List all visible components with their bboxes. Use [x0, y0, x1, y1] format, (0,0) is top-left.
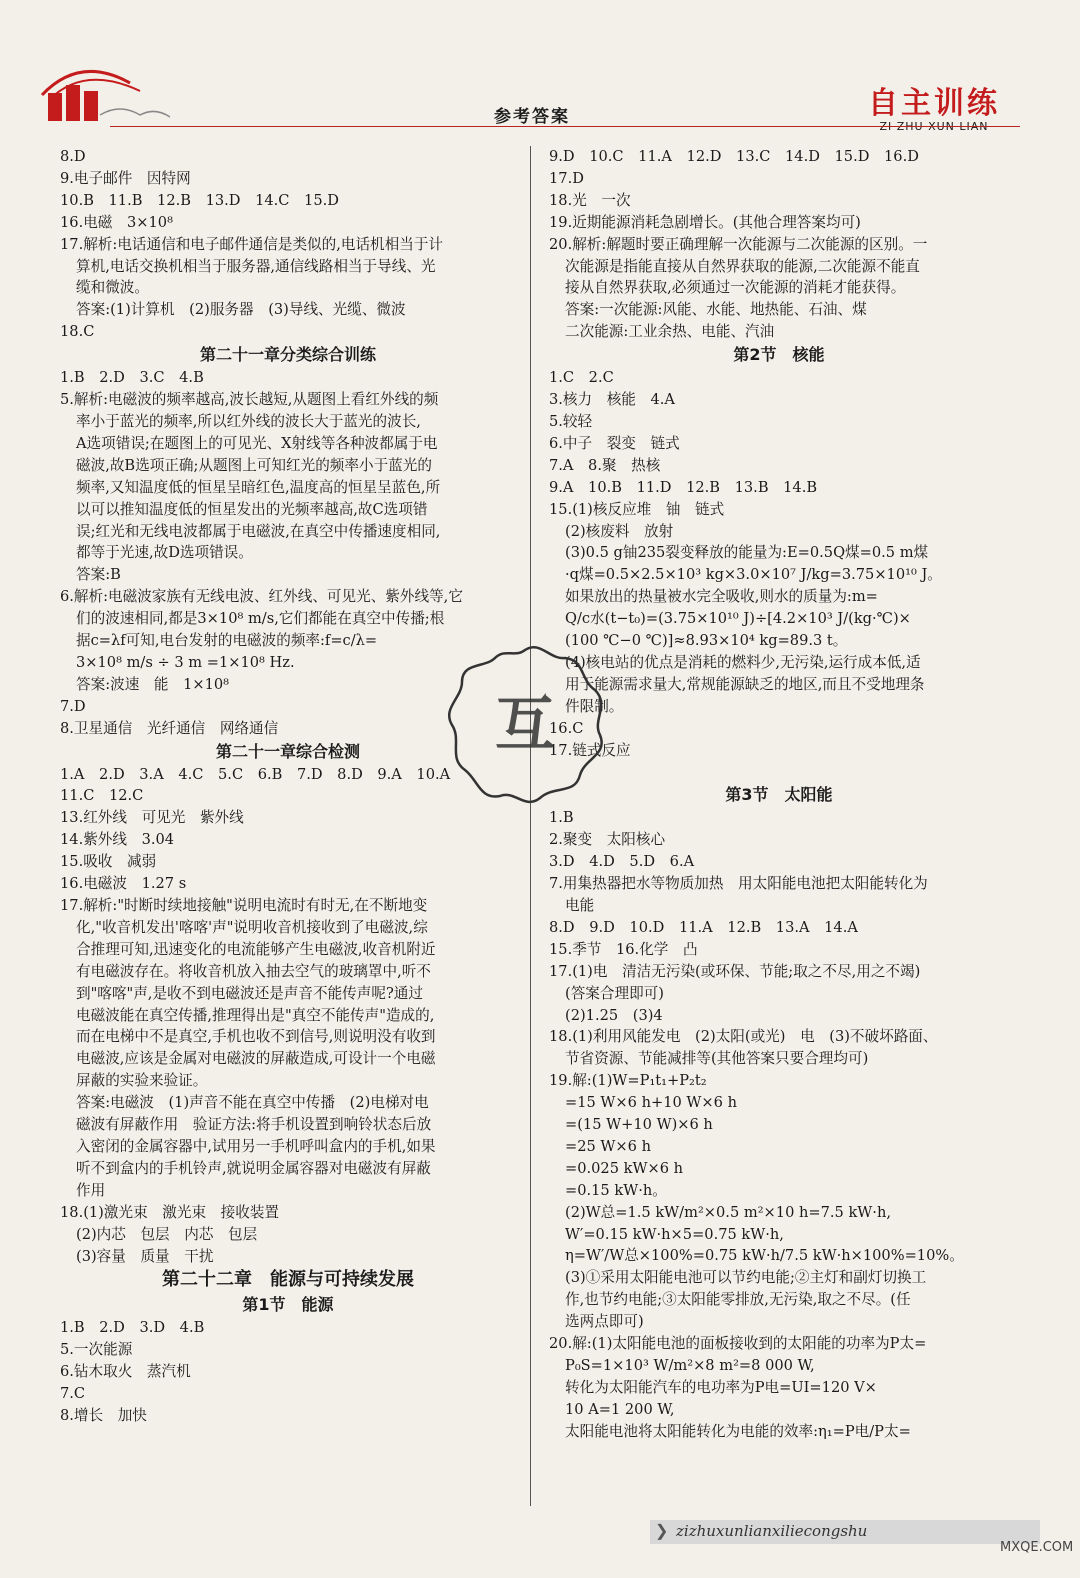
answer-line: A选项错误;在题图上的可见光、X射线等各种波都属于电 [76, 434, 438, 452]
brand-name: 自主训练 [868, 86, 1000, 121]
section-heading: 第1节 能源 [242, 1295, 334, 1315]
answer-line: 如果放出的热量被水完全吸收,则水的质量为:m= [565, 588, 878, 606]
answer-line: (2)1.25 (3)4 [565, 1006, 663, 1024]
answer-line: (4)核电站的优点是消耗的燃料少,无污染,运行成本低,适 [565, 653, 921, 671]
answer-line: 电磁波能在真空传播,推理得出是"真空不能传声"造成的, [76, 1006, 435, 1024]
header-rule [110, 126, 1020, 127]
answer-line: 到"喀喀"声,是收不到电磁波还是声音不能传声呢?通过 [76, 984, 423, 1002]
answer-line [549, 761, 1009, 783]
answer-line: 6.中子 裂变 链式 [549, 434, 680, 452]
answer-line: 7.D [60, 697, 86, 715]
answer-line: 6.钻木取火 蒸汽机 [60, 1363, 191, 1381]
answer-line: 9.A 10.B 11.D 12.B 13.B 14.B [549, 478, 818, 496]
answer-line: 入密闭的金属容器中,试用另一手机呼叫盒内的手机,如果 [76, 1137, 436, 1155]
brand [868, 78, 1000, 133]
section-heading: 第3节 太阳能 [725, 785, 833, 805]
answer-line: 14.紫外线 3.04 [60, 831, 175, 849]
answer-line: (2)核废料 放射 [565, 522, 674, 540]
answer-line: 答案:(1)计算机 (2)服务器 (3)导线、光缆、微波 [76, 301, 406, 319]
brand-pinyin: ZI ZHU XUN LIAN [879, 120, 989, 133]
answer-line: 17.链式反应 [549, 741, 631, 759]
answer-line: (100 ℃−0 ℃)]≈8.93×10⁴ kg=89.3 t。 [565, 632, 848, 650]
svg-text:互: 互 [495, 690, 555, 760]
answer-line: P₀S=1×10³ W/m²×8 m²=8 000 W, [565, 1357, 815, 1375]
series-name: zizhuxunlianxiliecongshu [676, 1522, 868, 1540]
answer-line: 2.聚变 太阳核心 [549, 831, 666, 849]
answer-line: 3×10⁸ m/s ÷ 3 m =1×10⁸ Hz. [76, 653, 295, 671]
answer-line: 1.A 2.D 3.A 4.C 5.C 6.B 7.D 8.D 9.A 10.A [60, 765, 451, 783]
answer-line: 19.解:(1)W=P₁t₁+P₂t₂ [549, 1072, 707, 1090]
column-divider [530, 146, 531, 1506]
answer-line: 1.B 2.D 3.D 4.B [60, 1319, 205, 1337]
answer-line: (2)W总=1.5 kW/m²×0.5 m²×10 h=7.5 kW·h, [565, 1203, 891, 1221]
answer-line: 1.C 2.C [549, 369, 614, 387]
answer-line: (答案合理即可) [565, 984, 664, 1002]
answer-line: 电能 [565, 896, 595, 914]
page-title: 参考答案 [494, 107, 570, 127]
answer-line: 5.较轻 [549, 412, 593, 430]
answer-line: 8.卫星通信 光纤通信 网络通信 [60, 719, 279, 737]
answer-line: 次能源是指能直接从自然界获取的能源,二次能源不能直 [565, 257, 920, 275]
answer-line: 15.季节 16.化学 凸 [549, 940, 698, 958]
answer-line: 5.一次能源 [60, 1341, 133, 1359]
answer-line: =(15 W+10 W)×6 h [565, 1116, 713, 1134]
answer-line: 有电磁波存在。将收音机放入抽去空气的玻璃罩中,听不 [76, 962, 431, 980]
answer-line: 误;红光和无线电波都属于电磁波,在真空中传播速度相同, [76, 522, 441, 540]
answer-line: 8.增长 加快 [60, 1407, 147, 1425]
answer-line: 用于能源需求量大,常规能源缺乏的地区,而且不受地理条 [565, 675, 925, 693]
answer-line: =0.025 kW×6 h [565, 1159, 684, 1177]
answer-line: 节省资源、节能减排等(其他答案只要合理均可) [565, 1050, 869, 1068]
answer-line: 以可以推知温度低的恒星发出的光频率越高,故C选项错 [76, 500, 428, 518]
answer-line: ·q煤=0.5×2.5×10³ kg×3.0×10⁷ J/kg=3.75×10¹⁰ J。 [565, 566, 942, 584]
answer-line: 7.A 8.聚 热核 [549, 456, 661, 474]
answer-line: 电磁波,应该是金属对电磁波的屏蔽造成,可设计一个电磁 [76, 1050, 436, 1068]
answer-line: 19.近期能源消耗急剧增长。(其他合理答案均可) [549, 213, 861, 231]
answer-line: 率小于蓝光的频率,所以红外线的波长大于蓝光的波长, [76, 412, 421, 430]
seal-stamp [440, 640, 610, 810]
answer-line: 合推理可知,迅速变化的电流能够产生电磁波,收音机附近 [76, 940, 436, 958]
answer-line: 件限制。 [565, 697, 624, 715]
answer-line: 转化为太阳能汽车的电功率为P电=UI=120 V× [565, 1378, 877, 1396]
answer-line: 10 A=1 200 W, [565, 1400, 675, 1418]
answer-line: 17.解析:"时断时续地接触"说明电流时有时无,在不断地变 [60, 897, 428, 914]
answer-line: 17.解析:电话通信和电子邮件通信是类似的,电话机相当于计 [60, 235, 444, 253]
answer-line: 作用 [76, 1181, 106, 1199]
answer-line: 3.D 4.D 5.D 6.A [549, 853, 695, 871]
answer-line: =0.15 kW·h。 [565, 1181, 667, 1199]
answer-line: 答案:B [76, 566, 121, 584]
answer-line: (3)容量 质量 干扰 [76, 1247, 214, 1265]
answer-line: 1.B [549, 809, 574, 827]
answer-line: 缆和微波。 [76, 279, 149, 297]
answer-line: 18.(1)激光束 激光束 接收装置 [60, 1203, 280, 1221]
answer-line: 屏蔽的实验来验证。 [76, 1072, 208, 1090]
section-heading: 第二十一章综合检测 [215, 741, 360, 761]
answer-line: 算机,电话交换机相当于服务器,通信线路相当于导线、光 [76, 257, 436, 275]
answer-line: 18.(1)利用风能发电 (2)太阳(或光) 电 (3)不破坏路面、 [549, 1028, 938, 1046]
section-heading: 第二十一章分类综合训练 [199, 345, 376, 365]
answer-line: 答案:一次能源:风能、水能、地热能、石油、煤 [565, 301, 867, 319]
answer-line: W′=0.15 kW·h×5=0.75 kW·h, [565, 1225, 784, 1243]
right-column [549, 146, 1009, 1443]
answer-line: 听不到盒内的手机铃声,就说明金属容器对电磁波有屏蔽 [76, 1159, 431, 1177]
answer-line: 16.电磁波 1.27 s [60, 875, 187, 893]
answer-line: 答案:波速 能 1×10⁸ [76, 675, 230, 693]
answer-line: 磁波,故B选项正确;从题图上可知红光的频率小于蓝光的 [76, 456, 432, 474]
answer-line: 16.电磁 3×10⁸ [60, 213, 173, 231]
answer-line: 接从自然界获取,必须通过一次能源的消耗才能获得。 [565, 279, 906, 297]
answer-line: (2)内芯 包层 内芯 包层 [76, 1225, 258, 1243]
answer-line: 们的波速相同,都是3×10⁸ m/s,它们都能在真空中传播;根 [76, 610, 445, 628]
answer-line: 1.B 2.D 3.C 4.B [60, 369, 204, 387]
chevron-right-icon: ❯ [655, 1521, 669, 1540]
answer-line: 17.(1)电 清洁无污染(或环保、节能;取之不尽,用之不竭) [549, 962, 921, 980]
section-heading: 第二十二章 能源与可持续发展 [162, 1269, 414, 1291]
answer-line: 20.解析:解题时要正确理解一次能源与二次能源的区别。一 [549, 235, 928, 253]
answer-line: η=W′/W总×100%=0.75 kW·h/7.5 kW·h×100%=10%。 [565, 1247, 964, 1265]
answer-line: 7.C [60, 1385, 86, 1403]
answer-line: 15.(1)核反应堆 铀 链式 [549, 500, 725, 518]
answer-line: 11.C 12.C [60, 787, 144, 805]
answer-line: 作,也节约电能;③太阳能零排放,无污染,取之不尽。(任 [565, 1291, 911, 1309]
answer-line: =15 W×6 h+10 W×6 h [565, 1094, 737, 1112]
answer-line: 5.解析:电磁波的频率越高,波长越短,从题图上看红外线的频 [60, 391, 439, 409]
answer-line: (3)0.5 g铀235裂变释放的能量为:E=0.5Q煤=0.5 m煤 [565, 544, 929, 562]
answer-line: 8.D 9.D 10.D 11.A 12.B 13.A 14.A [549, 918, 858, 936]
watermark: MXQE.COM [1000, 1540, 1074, 1555]
answer-line: 16.C [549, 719, 584, 737]
answer-line: 选两点即可) [565, 1313, 644, 1331]
answer-line: 18.光 一次 [549, 191, 631, 209]
answer-line: 20.解:(1)太阳能电池的面板接收到的太阳能的功率为P太= [549, 1335, 927, 1353]
answer-line: 太阳能电池将太阳能转化为电能的效率:η₁=P电/P太= [565, 1422, 911, 1440]
section-heading: 第2节 核能 [733, 345, 825, 365]
answer-line: 都等于光速,故D选项错误。 [76, 544, 253, 562]
answer-line: 17.D [549, 169, 584, 187]
answer-line: 7.用集热器把水等物质加热 用太阳能电池把太阳能转化为 [549, 875, 928, 893]
answer-line: 9.电子邮件 因特网 [60, 169, 191, 187]
answer-line: 9.D 10.C 11.A 12.D 13.C 14.D 15.D 16.D [549, 148, 919, 165]
answer-line: 而在电梯中不是真空,手机也收不到信号,则说明没有收到 [76, 1028, 436, 1046]
book-logo-icon [40, 55, 170, 125]
answer-line: 15.吸收 减弱 [60, 853, 157, 871]
answer-line: 答案:电磁波 (1)声音不能在真空中传播 (2)电梯对电 [76, 1094, 429, 1112]
answer-line: 10.B 11.B 12.B 13.D 14.C 15.D [60, 191, 339, 209]
answer-line: 18.C [60, 323, 95, 341]
answer-line: 6.解析:电磁波家族有无线电波、红外线、可见光、紫外线等,它 [60, 588, 463, 606]
answer-line: 据c=λf可知,电台发射的电磁波的频率:f=c/λ= [76, 632, 378, 650]
answer-line: 磁波有屏蔽作用 验证方法:将手机设置到响铃状态后放 [76, 1116, 432, 1134]
answer-line: 化,"收音机发出'喀喀'声"说明收音机接收到了电磁波,综 [76, 918, 428, 936]
answer-line: 二次能源:工业余热、电能、汽油 [565, 323, 775, 341]
answer-line: (3)①采用太阳能电池可以节约电能;②主灯和副灯切换工 [565, 1269, 927, 1287]
answer-line: Q/c水(t−t₀)=(3.75×10¹⁰ J)÷[4.2×10³ J/(kg·℃)× [565, 610, 911, 628]
answer-line: 3.核力 核能 4.A [549, 391, 675, 409]
answer-line: =25 W×6 h [565, 1137, 651, 1155]
answer-line: 8.D [60, 148, 86, 165]
answer-line: 13.红外线 可见光 紫外线 [60, 809, 244, 827]
answer-line: 频率,又知温度低的恒星呈暗红色,温度高的恒星呈蓝色,所 [76, 478, 441, 496]
